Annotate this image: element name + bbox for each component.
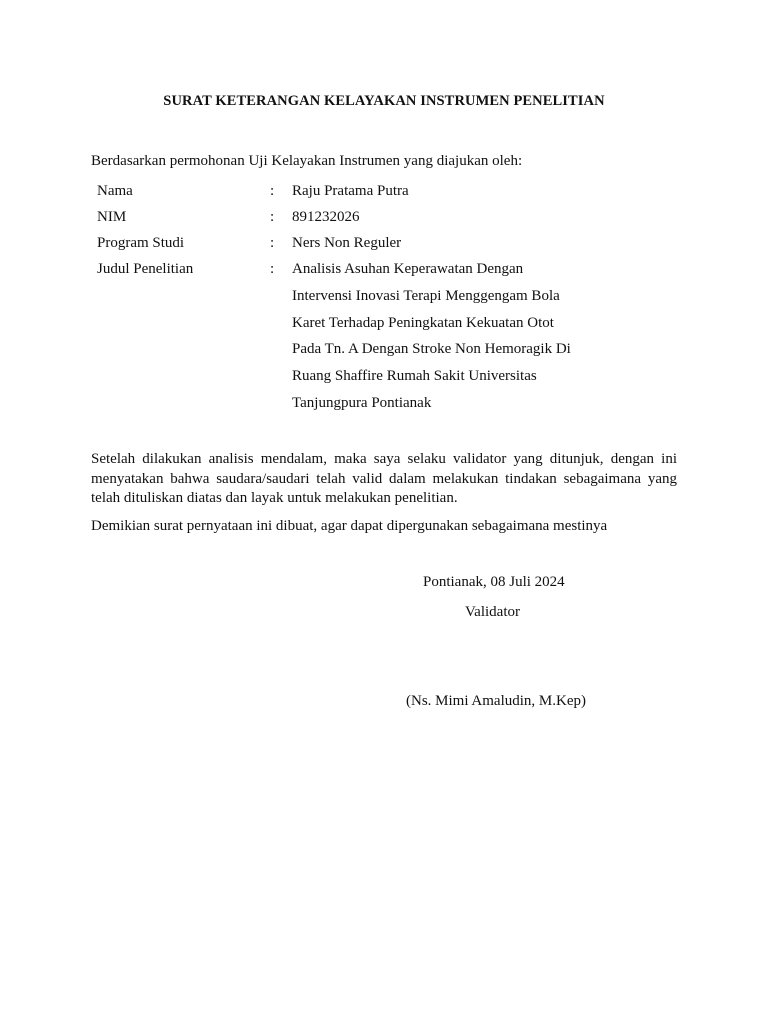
field-label-judul-penelitian: Judul Penelitian <box>97 261 194 277</box>
field-colon: : <box>270 209 275 225</box>
field-value-judul-penelitian: Analisis Asuhan Keperawatan Dengan <box>292 261 524 277</box>
judul-line: Ruang Shaffire Rumah Sakit Universitas <box>292 368 537 384</box>
document-title: SURAT KETERANGAN KELAYAKAN INSTRUMEN PENELITIAN <box>163 93 605 109</box>
field-value-nim: 891232026 <box>292 209 360 225</box>
signature-name: (Ns. Mimi Amaludin, M.Kep) <box>406 693 586 709</box>
statement-paragraph: Setelah dilakukan analisis mendalam, maka saya selaku validator yang ditunjuk, dengan ini menyatakan bahwa saudara/saudari telah valid dalam melakukan tindakan sebagaimana yang telah dituliskan diatas dan layak untuk melakukan penelitian. <box>91 451 677 506</box>
judul-line: Pada Tn. A Dengan Stroke Non Hemoragik Di <box>292 341 571 357</box>
field-colon: : <box>270 261 275 277</box>
field-value-nama: Raju Pratama Putra <box>292 183 409 199</box>
judul-line: Intervensi Inovasi Terapi Menggengam Bola <box>292 288 560 304</box>
signature-place-date: Pontianak, 08 Juli 2024 <box>423 574 565 590</box>
judul-line: Tanjungpura Pontianak <box>292 395 432 411</box>
judul-line: Karet Terhadap Peningkatan Kekuatan Otot <box>292 315 554 331</box>
intro-text: Berdasarkan permohonan Uji Kelayakan Instrumen yang diajukan oleh: <box>91 153 523 169</box>
field-label-nama: Nama <box>97 183 133 199</box>
field-colon: : <box>270 235 275 251</box>
field-label-program-studi: Program Studi <box>97 235 185 251</box>
field-value-program-studi: Ners Non Reguler <box>292 235 402 251</box>
signature-role: Validator <box>465 604 520 620</box>
closing-paragraph: Demikian surat pernyataan ini dibuat, agar dapat dipergunakan sebagaimana mestinya <box>91 518 608 534</box>
field-colon: : <box>270 183 275 199</box>
field-label-nim: NIM <box>97 209 127 225</box>
